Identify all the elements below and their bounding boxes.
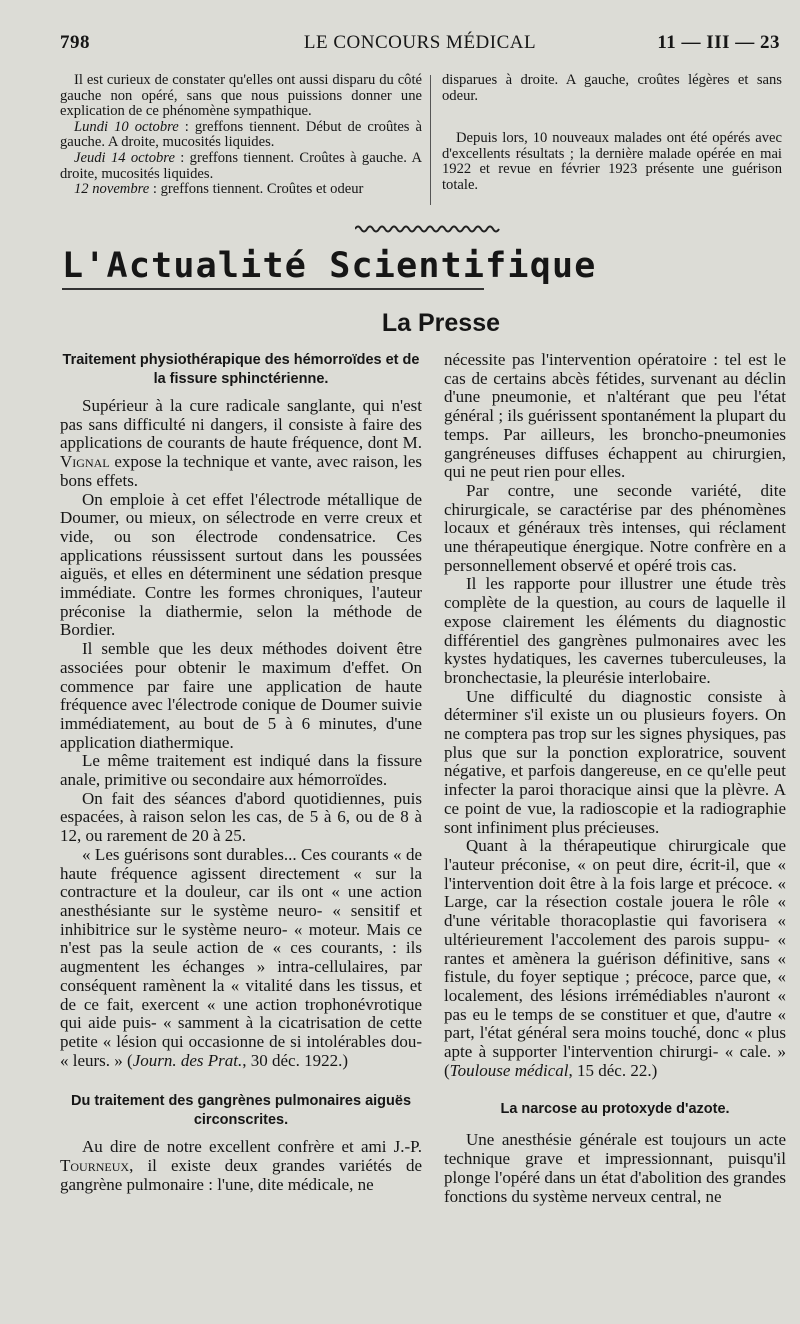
paragraph: Par contre, une seconde variété, dite chirurgicale, se caractérise par des phénomènes locaux et généraux très intenses, qui réclament une thérapeutique énergique. Notre confrère en a personnellement observé et opéré trois cas. <box>444 480 786 575</box>
decorative-rule <box>355 224 500 234</box>
paragraph: nécessite pas l'intervention opératoire : tel est le cas de certains abcès fétides, survenant au déclin d'une pneumonie, et n'altérant que peu l'état général ; ils guérissent spontanément la plupart du temps. Par ailleurs, les broncho-pneumonies gangréneuses diffuses échappent au chirurgien, qui ne peut rien pour elles. <box>444 350 786 482</box>
page-header <box>60 32 780 58</box>
author-name: Tourneux <box>60 1156 130 1176</box>
paragraph: Jeudi 14 octobre : greffons tiennent. Croûtes à gauche. A droite, mucosités liquides. <box>60 149 422 182</box>
article-title: Traitement physiothérapique des hémorroïdes et de la fissure sphinctérienne. <box>62 352 420 387</box>
paragraph: On emploie à cet effet l'électrode métallique de Doumer, ou mieux, on sélectrode en verre creux et vide, ou son électrode condensatrice. Ces applications réussissent surtout dans les poussées aiguës, et elles en déterminent une sédation presque immédiate. Contre les formes chroniques, l'auteur préconise la diathermie, selon la méthode de Bordier. <box>60 489 422 640</box>
citation-source: Journ. des Prat. <box>132 1050 243 1070</box>
column-divider <box>430 75 431 205</box>
section-title: L'Actualité Scientifique <box>62 246 597 286</box>
page-number: 798 <box>60 32 90 53</box>
paragraph: Quant à la thérapeutique chirurgicale que l'auteur préconise, « on peut dire, écrit-il, que « l'intervention doit être à la fois large et précoce. « Large, car la résection costale jouera le rôle « d'une véritable thoracoplastie qui favorisera « ultérieurement l'accolement des parois suppu- « rantes et amènera la guérison définitive, sans « fistule, du foyer septique ; précoce, parce que, « localement, des lésions irrémédiables n'auront « pas eu le temps de se constituer et que, d'autre « part, l'état général sera moins touché, donc « plus apte à supporter l'intervention chirurgi- « cale. » (Toulouse médical, 15 déc. 22.) <box>444 836 786 1080</box>
citation-source: Toulouse médical <box>449 1060 569 1080</box>
title-underline <box>62 288 484 290</box>
paragraph: Il est curieux de constater qu'elles ont aussi disparu du côté gauche non opéré, sans que nous puissions donner une explication de ce phénomène sympathique. <box>60 72 422 120</box>
article-title: Du traitement des gangrènes pulmonaires aiguës circonscrites. <box>70 1093 412 1129</box>
paragraph: Une anesthésie générale est toujours un acte technique grave et impressionnant, puisqu'il plonge l'opéré dans un état d'abolition des grandes fonctions du système nerveux central, ne <box>444 1130 786 1206</box>
top-right-column <box>442 73 782 194</box>
paragraph: Il semble que les deux méthodes doivent être associées pour obtenir le maximum d'effet. On commence par faire une application de haute fréquence avec l'électrode conique de Doumer suivie immédiatement, au bout de 5 à 6 minutes, d'une application diathermique. <box>60 639 422 752</box>
journal-title: LE CONCOURS MÉDICAL <box>303 32 537 53</box>
date-entry: Jeudi 14 octobre <box>74 149 175 166</box>
main-right-column <box>444 351 786 1206</box>
paragraph: 12 novembre : greffons tiennent. Croûtes et odeur <box>74 181 364 198</box>
date-entry: Lundi 10 octobre <box>74 118 179 135</box>
paragraph: Au dire de notre excellent confrère et ami J.-P. Tourneux, il existe deux grandes variétés de gangrène pulmonaire : l'une, dite médicale, ne <box>60 1137 422 1194</box>
paragraph: Supérieur à la cure radicale sanglante, qui n'est pas sans difficulté ni dangers, il consiste à faire des applications de courants de haute fréquence, dont M. Vignal expose la technique et vante, avec raison, les bons effets. <box>60 396 422 490</box>
issue-date: 11 — III — 23 <box>657 32 780 53</box>
main-left-column <box>60 351 422 1194</box>
paragraph: Le même traitement est indiqué dans la fissure anale, primitive ou secondaire aux hémorroïdes. <box>60 751 422 790</box>
top-left-column <box>60 73 422 198</box>
date-entry: 12 novembre <box>74 181 150 198</box>
paragraph: Depuis lors, 10 nouveaux malades ont été opérés avec d'excellents résultats ; la dernière malade opérée en mai 1922 et revue en février 1923 présente une guérison totale. <box>442 130 782 193</box>
paragraph: Lundi 10 octobre : greffons tiennent. Début de croûtes à gauche. A droite, mucosités liquides. <box>60 118 422 151</box>
article-title: La narcose au protoxyde d'azote. <box>500 1101 730 1118</box>
paragraph: Il les rapporte pour illustrer une étude très complète de la question, au cours de laquelle il expose clairement les éléments du diagnostic différentiel des gangrènes pulmonaires avec les kystes hydatiques, les cavernes tuberculeuses, la bronchectasie, la pleurésie interlobaire. <box>444 574 786 687</box>
author-name: Vignal <box>60 452 110 472</box>
subsection-title: La Presse <box>381 309 500 337</box>
paragraph: On fait des séances d'abord quotidiennes, puis espacées, à raison selon les cas, de 5 à 6, ou de 8 à 12, ou rarement de 20 à 25. <box>60 788 422 846</box>
paragraph: Une difficulté du diagnostic consiste à déterminer s'il existe un ou plusieurs foyers. On ne comptera pas trop sur les signes physiques, pas plus que sur la ponction exploratrice, souvent négative, et parfois dangereuse, en ce qu'elle peut infecter la paroi thoracique ainsi que la plèvre. A ce point de vue, la radioscopie et la radiographie sont infiniment plus précieuses. <box>444 686 786 837</box>
paragraph: « Les guérisons sont durables... Ces courants « de haute fréquence agissent directement « sur la contracture et la douleur, car ils ont « une action anesthésiante sur le système neuro- « sensitif et inhibitrice sur le système neuro- « moteur. Mais ce n'est pas la seule action de « ces courants, : ils augmentent les échanges » intra-cellulaires, par conséquent ramènent la « vitalité dans les tissus, et de ce fait, exercent « une action trophonévrotique qui aide puis- « samment à la cicatrisation de cette petite « lésion qui occasionne de si intolérables dou- « leurs. » (Journ. des Prat., 30 déc. 1922.) <box>60 844 422 1070</box>
paragraph: disparues à droite. A gauche, croûtes légères et sans odeur. <box>442 72 782 104</box>
